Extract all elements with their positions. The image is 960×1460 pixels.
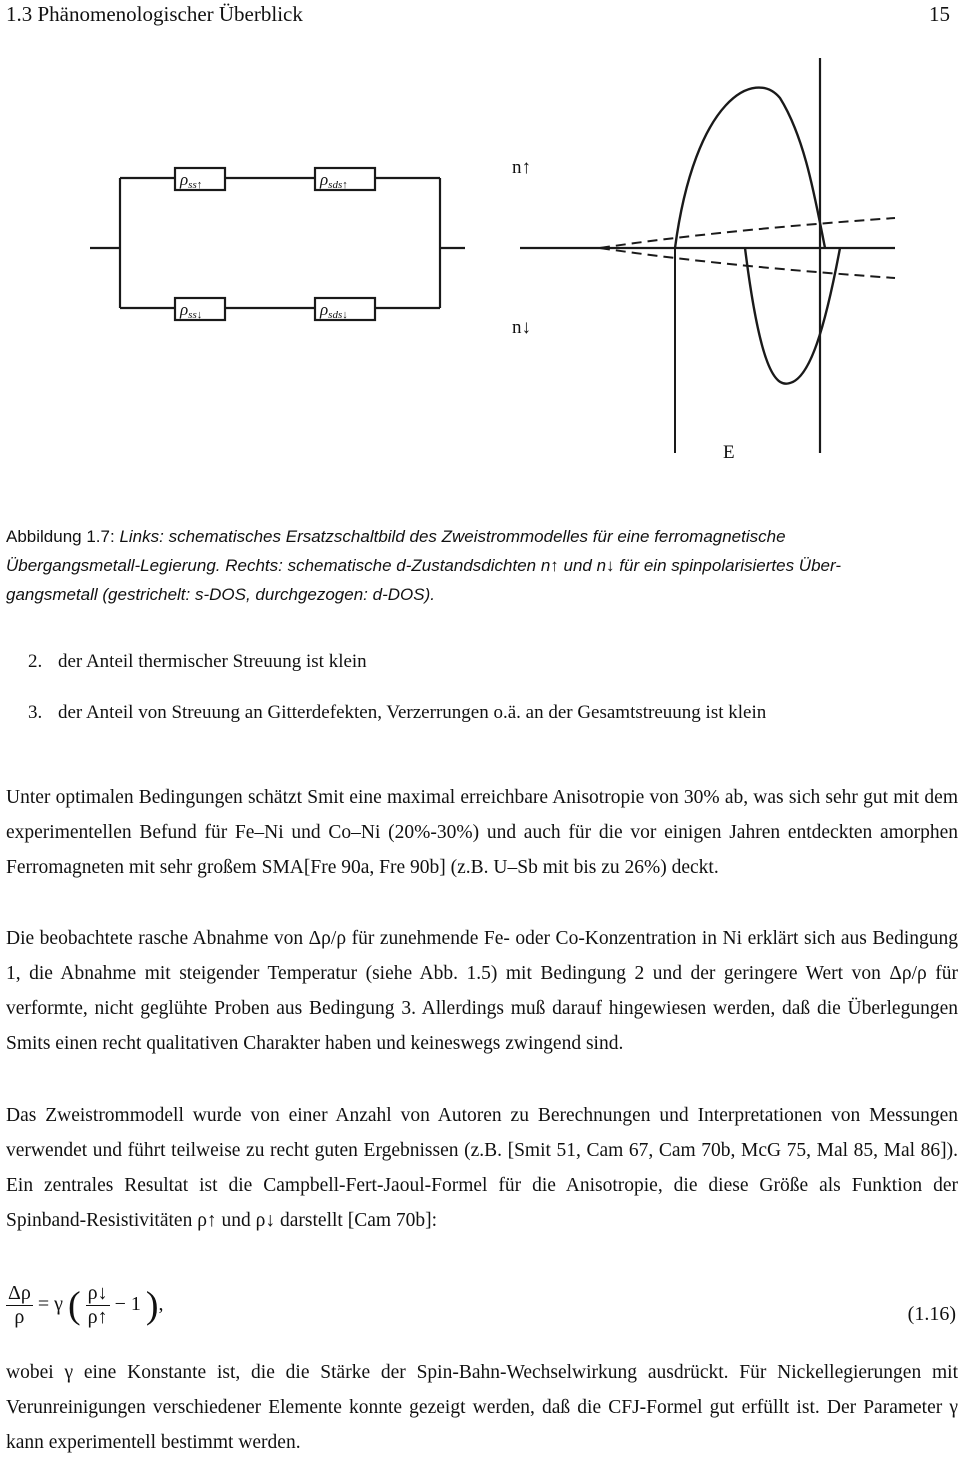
list-text: der Anteil thermischer Streuung ist klein <box>58 651 367 672</box>
resistor-label-ss-up: ρ <box>180 170 189 189</box>
page-number: 15 <box>929 2 950 26</box>
equation-rhs: $\frac{\rho↓}{\rho↑}$ <box>87 1282 108 1328</box>
figure <box>80 58 900 478</box>
caption-label: Abbildung 1.7: <box>6 527 115 546</box>
equation-gamma: = γ <box>37 1293 63 1316</box>
list-number: 2. <box>28 651 43 672</box>
circuit-diagram <box>90 168 465 320</box>
svg-text:ρss↓ <box>179 300 202 321</box>
equation-number: (1.16) <box>907 1303 956 1325</box>
s-dos-up-curve <box>600 218 895 248</box>
dos-label-down: n↓ <box>512 317 531 338</box>
equation-comma: , <box>158 1293 164 1316</box>
figure-drawing <box>80 58 900 478</box>
dos-axis-label: E <box>723 442 735 463</box>
paragraph: Das Zweistrommodell wurde von einer Anzahl von Autoren zu Berechnungen und Interpretationen von Messungen verwendet und führt teilweise zu recht guten Ergebnissen (z.B. [Smit 51, Cam 67, Cam 70b, McG 75, Mal 85, Mal 86]). Ein zentrales Resultat ist die Campbell-Fert-Jaoul-Formel für die Anisotropie, die diese Größe als Funktion der Spinband-Resistivitäten ρ↑ und ρ↓ darstellt [Cam 70b]: <box>6 1105 958 1231</box>
paragraph: Unter optimalen Bedingungen schätzt Smit eine maximal erreichbare Anisotropie von 30% ab, was sich sehr gut mit dem experimentellen Befund für Fe–Ni und Co–Ni (20%-30%) und auch für die vor einigen Jahren entdeckten amorphen Ferromagneten mit sehr großem SMA[Fre 90a, Fre 90b] (z.B. U–Sb mit bis zu 26%) deckt. <box>6 787 958 878</box>
svg-text:ρss↑ <box>179 170 202 191</box>
paragraph: Die beobachtete rasche Abnahme von Δρ/ρ für zunehmende Fe- oder Co-Konzentration in Ni erklärt sich aus Bedingung 1, die Abnahme mit steigender Temperatur (siehe Abb. 1.5) mit Bedingung 2 und der geringere Wert von Δρ/ρ für verformte, nicht geglühte Proben aus Bedingung 3. Allerdings muß darauf hingewiesen werden, daß die Überlegungen Smits einen recht qualitativen Charakter haben und keineswegs zwingend sind. <box>6 928 958 1054</box>
equation: $\frac{\Delta\rho}{\rho}$ = γ ( $\frac{\rho↓}{\rho↑}$ − 1 ), (1.16) <box>8 1282 956 1328</box>
resistor-sub-sds-up: sds↑ <box>328 179 348 191</box>
resistor-label-ss-down: ρ <box>180 300 189 319</box>
equation-lhs: $\frac{\Delta\rho}{\rho}$ <box>8 1282 31 1328</box>
figure-caption <box>6 522 956 609</box>
resistor-label-sds-up: ρ <box>320 170 329 189</box>
d-dos-down-curve <box>745 248 840 384</box>
equation-minus: − 1 <box>114 1293 141 1316</box>
paragraph: wobei γ eine Konstante ist, die die Stärke der Spin-Bahn-Wechselwirkung ausdrückt. Für Nickellegierungen mit Verunreinigungen verschiedener Elemente konnte gezeigt werden, daß die CFJ-Formel gut erfüllt ist. Der Parameter γ kann experimentell bestimmt werden. <box>6 1362 958 1453</box>
resistor-sub-ss-up: ss↑ <box>188 179 203 191</box>
section-title: 1.3 Phänomenologischer Überblick <box>6 2 303 26</box>
page-header <box>6 2 950 32</box>
list-number: 3. <box>28 702 43 723</box>
caption-line-1: Abbildung 1.7: Links: schematisches Ersatzschaltbild des Zweistrommodelles für eine ferromagnetische <box>6 527 786 546</box>
resistor-sub-ss-down: ss↓ <box>188 309 203 321</box>
d-dos-up-curve <box>675 88 825 248</box>
dos-diagram <box>512 58 895 463</box>
caption-line-3: gangsmetall (gestrichelt: s-DOS, durchgezogen: d-DOS). <box>6 585 435 604</box>
list-text: der Anteil von Streuung an Gitterdefekten, Verzerrungen o.ä. an der Gesamtstreuung ist klein <box>58 702 767 723</box>
dos-label-up: n↑ <box>512 157 531 178</box>
list-item <box>6 697 956 767</box>
svg-text:ρsds↑ <box>319 170 348 191</box>
resistor-sub-sds-down: sds↓ <box>328 309 348 321</box>
caption-line-2: Übergangsmetall-Legierung. Rechts: schematische d-Zustandsdichten n↑ und n↓ für ein spinpolarisiertes Über- <box>6 556 842 575</box>
svg-text:ρsds↓ <box>319 300 348 321</box>
resistor-label-sds-down: ρ <box>320 300 329 319</box>
